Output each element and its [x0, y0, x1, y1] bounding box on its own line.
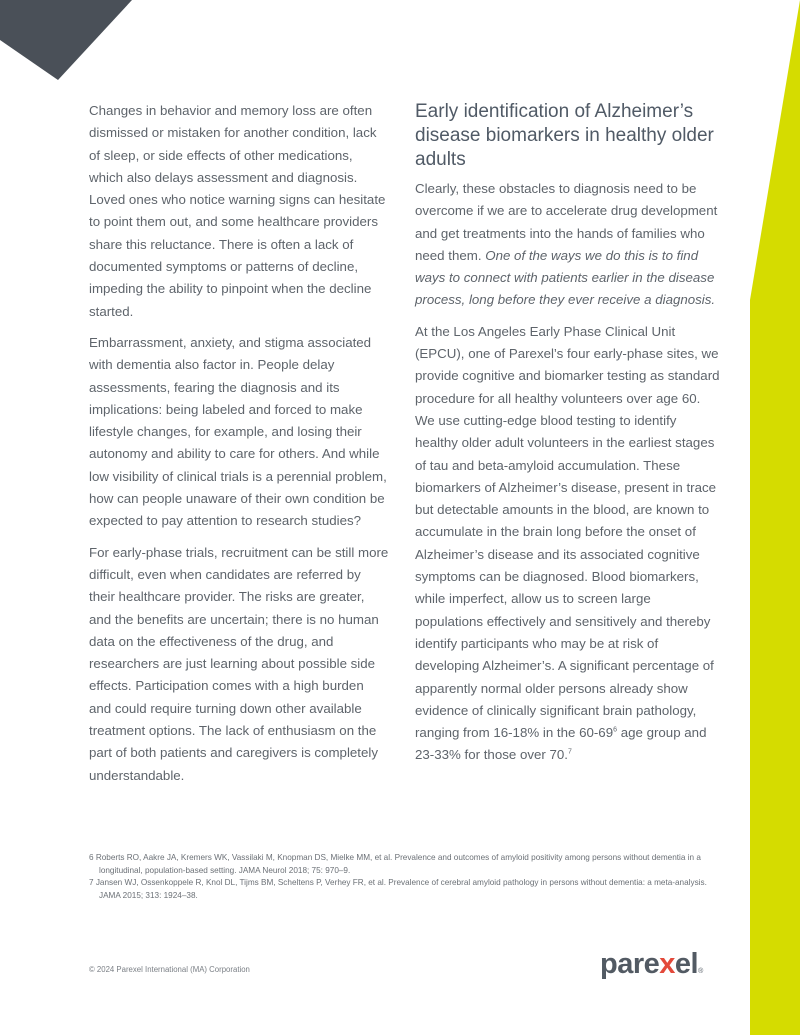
footnote-ref-6: 6: [613, 726, 618, 734]
body-paragraph-1: Changes in behavior and memory loss are often dismissed or mistaken for another condition, lack of sleep, or side effects of other medications, which also delays assessment and diagnosis. Loved ones who notice warning signs can hesitate to point them out, and some healthcare providers share this reluctance. There is often a lack of documented symptoms or patterns of decline, impeding the ability to pinpoint when the decline started.: [89, 103, 386, 319]
paragraph-text: age group and 23-33% for those over 70.: [415, 725, 707, 763]
footnote-7: 7 Jansen WJ, Ossenkoppele R, Knol DL, Tijms BM, Scheltens P, Verhey FR, et al. Prevalence of cerebral amyloid pathology in persons without dementia: a meta-analysis. JAMA 2015; 313: 1924–38.: [89, 878, 707, 900]
body-paragraph-4: [415, 178, 720, 312]
footnote-6: 6 Roberts RO, Aakre JA, Kremers WK, Vassilaki M, Knopman DS, Mielke MM, et al. Prevalence and outcomes of amyloid positivity among persons without dementia in a longitudinal, population-based setting. JAMA Neurol 2018; 75: 970–9.: [89, 853, 701, 875]
italic-text: One of the ways we do this is to find ways to connect with patients earlier in the disease process, long before they ever receive a diagnosis.: [415, 247, 716, 308]
body-paragraph-5: [415, 321, 720, 767]
right-column: [415, 100, 720, 776]
footnotes: [89, 852, 729, 902]
svg-text:parexel®: [600, 948, 704, 980]
copyright-text: © 2024 Parexel International (MA) Corporation: [89, 965, 250, 974]
logo-trademark: ®: [698, 968, 703, 975]
parexel-logo: [600, 948, 720, 982]
logo-text: pare: [600, 948, 660, 980]
paragraph-text: At the Los Angeles Early Phase Clinical Unit (EPCU), one of Parexel’s four early-phase sites, we provide cognitive and biomarker testing as standard procedure for all healthy volunteers over age 60. We use cutting-edge blood testing to identify healthy older adult volunteers in the earliest stages of tau and beta-amyloid accumulation. These biomarkers of Alzheimer’s disease, present in trace but detectable amounts in the blood, are known to accumulate in the brain long before the onset of Alzheimer’s disease and its associated cognitive symptoms can be diagnosed. Blood biomarkers, while imperfect, allow us to screen large populations effectively and sensitively and thereby identify participants who may be at risk of developing Alzheimer’s. A significant percentage of apparently normal older persons already show evidence of clinically significant brain pathology, ranging from 16-18% in the 60-69: [415, 323, 720, 741]
body-paragraph-2: Embarrassment, anxiety, and stigma associated with dementia also factor in. People delay assessments, fearing the diagnosis and its implications: being labeled and forced to make lifestyle changes, for example, and losing their autonomy and ability to care for others. And while low visibility of clinical trials is a perennial problem, how can people unaware of their own condition be expected to pay attention to research studies?: [89, 334, 387, 529]
accent-stripe: [750, 0, 800, 1035]
logo-text-end: el: [674, 948, 699, 980]
section-heading: Early identification of Alzheimer’s disease biomarkers in healthy older adults: [415, 101, 714, 170]
left-column: [89, 100, 389, 796]
logo-accent: x: [659, 948, 675, 980]
corner-decoration: [0, 0, 132, 80]
footnote-ref-7: 7: [568, 749, 572, 756]
paragraph-text: Clearly, these obstacles to diagnosis need to be overcome if we are to accelerate drug development and get treatments into the hands of families who need them.: [415, 181, 718, 263]
body-paragraph-3: For early-phase trials, recruitment can be still more difficult, even when candidates are referred by their healthcare provider. The risks are greater, and the benefits are uncertain; there is no human data on the effectiveness of the drug, and researchers are just learning about possible side effects. Participation comes with a high burden and could require turning down other available treatment options. The lack of enthusiasm on the part of both patients and caregivers is completely understandable.: [89, 544, 389, 783]
